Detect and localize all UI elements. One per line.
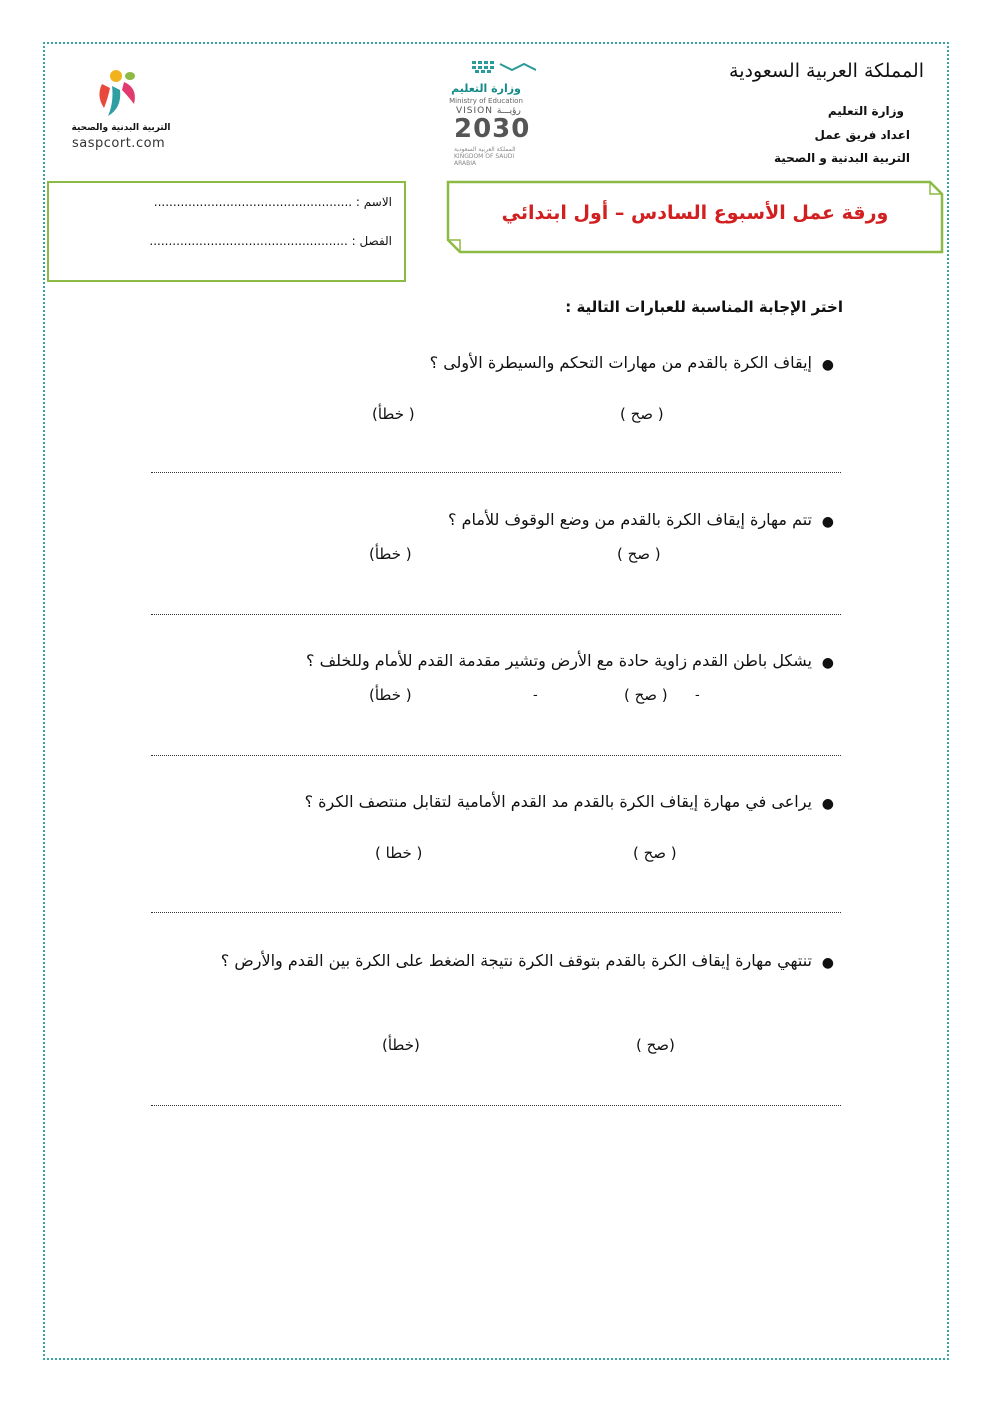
question-4-text: يراعى في مهارة إيقاف الكرة بالقدم مد القدم الأمامية لتقابل منتصف الكرة ؟ xyxy=(304,792,812,811)
student-info-box xyxy=(47,181,406,282)
answer-line xyxy=(151,614,841,615)
question-2-false-option[interactable]: ( خطأ) xyxy=(369,545,412,563)
ministry-line: وزارة التعليم xyxy=(827,104,904,118)
answer-line xyxy=(151,472,841,473)
question-1-false-option[interactable]: ( خطأ) xyxy=(372,405,415,423)
question-3-true-option[interactable]: ( صح ) xyxy=(624,686,668,704)
ministry-logo-name-ar: وزارة التعليم xyxy=(451,82,521,95)
question-1-true-option[interactable]: ( صح ) xyxy=(620,405,664,423)
option-dash: - xyxy=(533,688,538,703)
vision-year: 2030 xyxy=(454,114,531,144)
question-3-text: يشكل باطن القدم زاوية حادة مع الأرض وتشير مقدمة القدم للأمام وللخلف ؟ xyxy=(306,651,812,670)
ministry-logo xyxy=(436,60,536,167)
prepared-by-line: اعداد فريق عمل xyxy=(814,128,910,142)
title-banner xyxy=(446,180,944,254)
vision-label: VISION رؤيـــة xyxy=(456,106,521,116)
bullet-icon: ● xyxy=(821,655,834,671)
question-5-true-option[interactable]: (صح ) xyxy=(636,1036,675,1054)
question-5-text: تنتهي مهارة إيقاف الكرة بالقدم بتوقف الكرة نتيجة الضغط على الكرة بين القدم والأرض ؟ xyxy=(220,951,812,970)
answer-line xyxy=(151,912,841,913)
bullet-icon: ● xyxy=(821,514,834,530)
ministry-logo-name-en: Ministry of Education xyxy=(449,97,523,105)
answer-line xyxy=(151,755,841,756)
question-2-true-option[interactable]: ( صح ) xyxy=(617,545,661,563)
site-logo xyxy=(66,68,176,153)
question-4-true-option[interactable]: ( صح ) xyxy=(633,844,677,862)
site-logo-name: التربية البدنية والصحية xyxy=(71,123,171,133)
question-5-false-option[interactable]: (خطأ) xyxy=(382,1036,420,1054)
worksheet-title: ورقة عمل الأسبوع السادس – أول ابتدائي xyxy=(501,202,889,224)
student-name-field[interactable]: الاسم : .................................................... xyxy=(153,195,392,209)
bullet-icon: ● xyxy=(821,357,834,373)
site-logo-url: saspcort.com xyxy=(72,136,166,151)
bullet-icon: ● xyxy=(821,955,834,971)
bullet-icon: ● xyxy=(821,796,834,812)
ministry-country: المملكة العربية السعودية KINGDOM OF SAUDI ARABIA xyxy=(454,146,516,167)
option-dash: - xyxy=(695,688,700,703)
student-class-field[interactable]: الفصل : .................................................... xyxy=(149,234,392,248)
kingdom-name: المملكة العربية السعودية xyxy=(729,60,924,82)
department-line: التربية البدنية و الصحية xyxy=(773,151,910,165)
question-4-false-option[interactable]: ( خطا ) xyxy=(375,844,423,862)
site-logo-icon xyxy=(94,68,144,120)
ministry-dots-icon xyxy=(470,60,536,74)
instructions: اختر الإجابة المناسبة للعبارات التالية : xyxy=(565,298,843,316)
answer-line xyxy=(151,1105,841,1106)
question-2-text: تتم مهارة إيقاف الكرة بالقدم من وضع الوقوف للأمام ؟ xyxy=(448,510,812,529)
question-3-false-option[interactable]: ( خطأ) xyxy=(369,686,412,704)
question-1-text: إيقاف الكرة بالقدم من مهارات التحكم والسيطرة الأولى ؟ xyxy=(429,353,812,372)
